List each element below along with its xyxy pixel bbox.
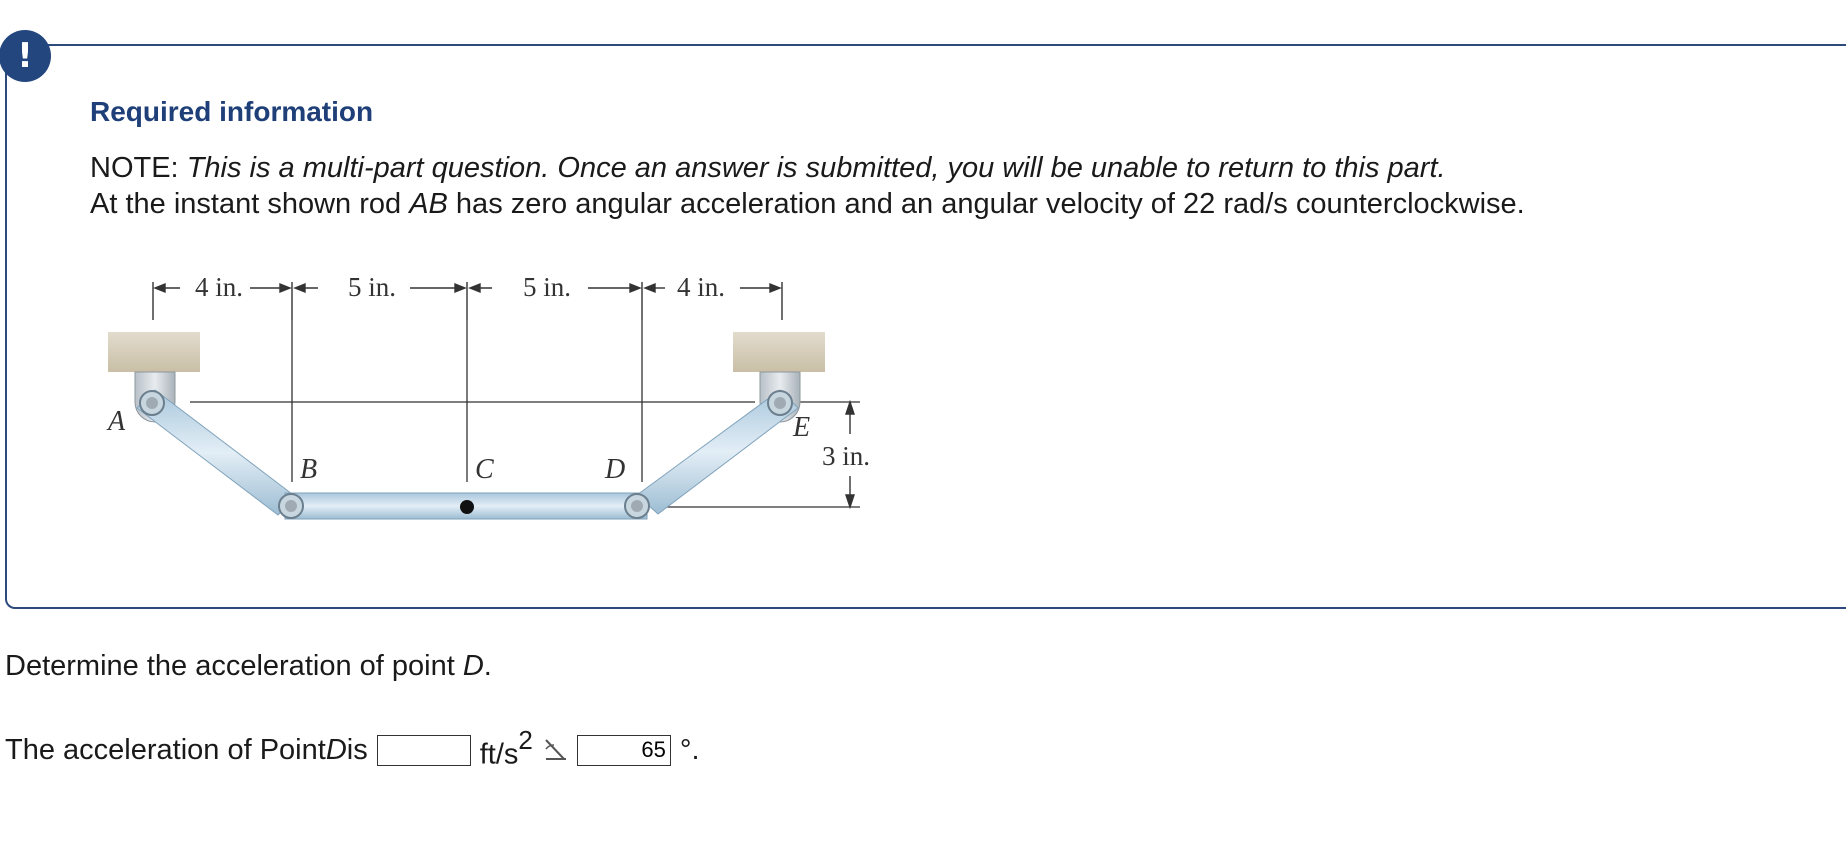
answer-row xyxy=(5,726,700,774)
answer-pre: The acceleration of Point xyxy=(5,733,326,766)
note-label: NOTE: xyxy=(90,152,179,184)
question-post: . xyxy=(483,650,492,682)
unit-exponent: 2 xyxy=(518,724,533,755)
dim-4in-right: 4 in. xyxy=(677,272,726,302)
label-d: D xyxy=(605,454,626,485)
note-text: This is a multi-part question. Once an answer is submitted, you will be unable to return to this part. xyxy=(186,152,1446,184)
unit-base: ft/s xyxy=(479,738,519,771)
statement-rod: AB xyxy=(409,188,448,220)
note-line xyxy=(90,152,1446,185)
answer-point: D xyxy=(325,733,347,766)
acceleration-unit xyxy=(479,724,533,772)
dim-3in: 3 in. xyxy=(822,441,871,471)
acceleration-input[interactable] xyxy=(377,735,471,766)
question-text xyxy=(5,650,492,683)
statement-post: has zero angular acceleration and an angular velocity of 22 rad/s counterclockwise. xyxy=(447,188,1525,220)
angle-icon xyxy=(543,737,569,763)
label-a: A xyxy=(108,406,126,437)
problem-statement xyxy=(90,188,1525,221)
label-b: B xyxy=(300,454,318,485)
linkage-figure xyxy=(100,262,900,532)
dim-5in-right: 5 in. xyxy=(523,272,572,302)
support-right xyxy=(733,332,825,372)
degree-symbol: °. xyxy=(679,733,700,766)
dim-5in-left: 5 in. xyxy=(348,272,397,302)
question-point: D xyxy=(462,650,484,682)
label-e: E xyxy=(793,412,811,443)
required-info-title: Required information xyxy=(90,96,374,127)
statement-pre: At the instant shown rod xyxy=(90,188,410,220)
answer-is: is xyxy=(346,733,368,766)
linkage-diagram xyxy=(100,262,900,532)
angle-input[interactable] xyxy=(577,735,671,766)
alert-icon: ! xyxy=(0,30,51,82)
dim-4in-left: 4 in. xyxy=(195,272,244,302)
support-left xyxy=(108,332,200,372)
question-pre: Determine the acceleration of point xyxy=(5,650,463,682)
label-c: C xyxy=(475,454,494,485)
